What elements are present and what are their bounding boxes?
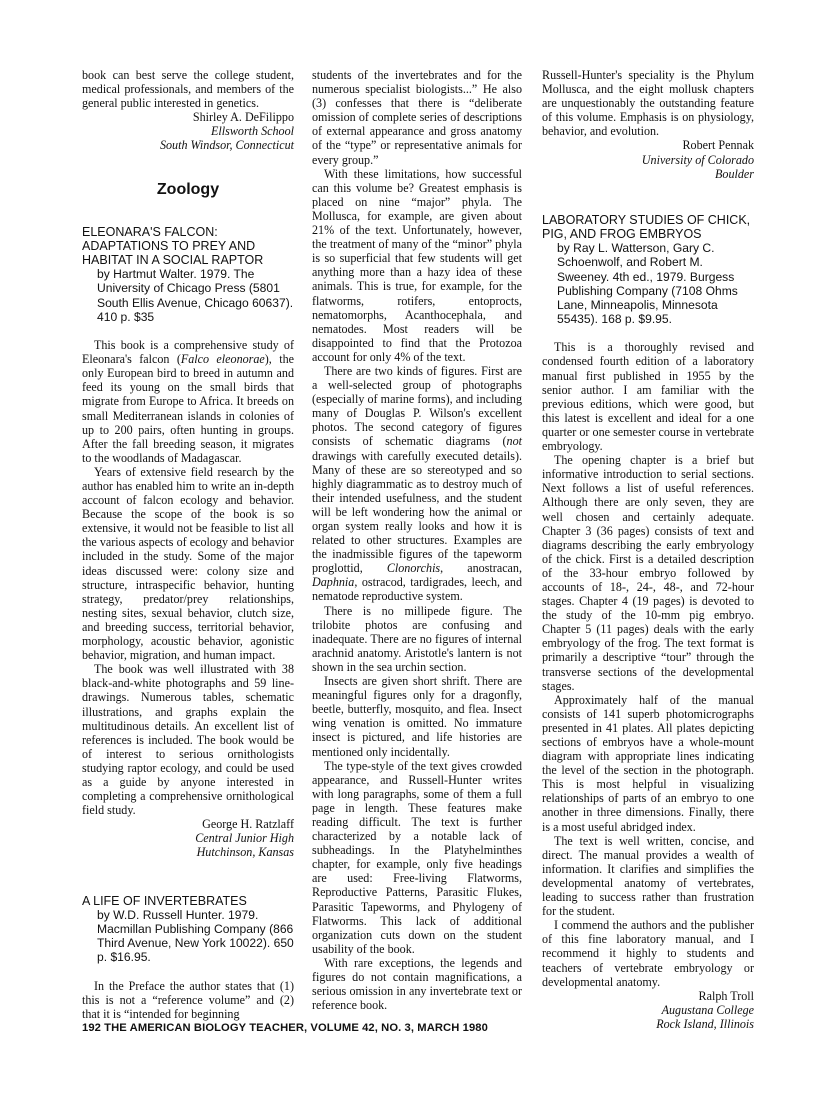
reviewer-signature — [542, 989, 754, 1031]
reviewer-signature — [542, 138, 754, 180]
review-paragraph: Approximately half of the manual consists of 141 superb photomicrographs presented in 41 plates. All plates depicting sections of embryos have a whole-mount diagram with appropriate lines indicating the level of the section in the photograph. This is most helpful in visualizing relationships of parts of an embryo to one another in three dimensions. Finally, there is a most useful abridged index. — [542, 692, 754, 834]
book-title: ELEONARA'S FALCON: ADAPTATIONS TO PREY AND HABITAT IN A SOCIAL RAPTOR — [82, 224, 264, 268]
book-title: LABORATORY STUDIES OF CHICK, PIG, AND FROG EMBRYOS — [542, 212, 751, 241]
reviewer-signature — [82, 110, 294, 152]
review-paragraph: I commend the authors and the publisher of this fine laboratory manual, and I recommend it highly to students and teachers of vertebrate embryology or developmental anatomy. — [542, 918, 754, 989]
review-paragraph: There are two kinds of figures. First are a well-selected group of photographs (especially of marine forms), and including many of Douglas P. Wilson's excellent photos. The second category of figures consists of schematic diagrams (not drawings with carefully executed details). Many of these are so stereotyped and so highly diagrammatic as to destroy much of their intended usefulness, and the student will be left wondering how the animal or organ system really looks and how it is related to other structures. Examples are the inadmissible figures of the tapeworm proglottid, Clonorchis, anostracan, Daphnia, ostracod, tardigrades, leech, and nematode reproductive system. — [312, 363, 522, 604]
reviewer-location: Rock Island, Illinois — [656, 1016, 754, 1031]
book-title: A LIFE OF INVERTEBRATES — [82, 893, 247, 908]
reviewer-name: Robert Pennak — [682, 138, 754, 153]
reviewer-affiliation: Augustana College — [661, 1002, 754, 1017]
book-citation: by W.D. Russell Hunter. 1979. Macmillan Publishing Company (866 Third Avenue, New York 10022). 650 p. $16.95. — [97, 907, 294, 965]
review-paragraph: The book was well illustrated with 38 black-and-white photographs and 59 line-drawings. Numerous tables, schematic illustrations, and graphs explain the multitudinous details. An excellent list of references is included. The book would be of interest to serious ornithologists studying raptor ecology, and could be used as a guide by anyone interested in completing a comprehensive ornithological field study. — [82, 662, 294, 818]
reviewer-affiliation: University of Colorado — [641, 152, 754, 167]
page-footer: 192 THE AMERICAN BIOLOGY TEACHER, VOLUME 42, NO. 3, MARCH 1980 — [82, 1022, 488, 1034]
carryover-paragraph: book can best serve the college student, medical professionals, and members of the general public interested in genetics. — [82, 68, 294, 111]
reviewer-name: George H. Ratzlaff — [202, 817, 294, 832]
review-paragraph: This is a thoroughly revised and condensed fourth edition of a laboratory manual first published in 1955 by the senior author. I am familiar with the previous editions, which were good, but this latest is excellent and ideal for a one quarter or one semester course in vertebrate embryology. — [542, 340, 754, 454]
reviewer-location: South Windsor, Connecticut — [159, 138, 294, 153]
reviewer-name: Shirley A. DeFilippo — [192, 110, 294, 125]
review-paragraph: The type-style of the text gives crowded appearance, and Russell-Hunter writes with long paragraphs, some of them a full page in length. These features make reading difficult. The text is further characterized by a notable lack of subheadings. In the Platyhelminthes chapter, for example, only five headings are used: Free-living Flatworms, Reproductive Patterns, Parasitic Flukes, Parasitic Tapeworms, and Phylogeny of Flatworms. This lack of additional organization cuts down on the student usability of the book. — [312, 758, 522, 956]
reviewer-location: Boulder — [715, 166, 754, 181]
review-paragraph: In the Preface the author states that (1) this is not a “reference volume” and (2) that it is “intended for beginning — [82, 978, 294, 1021]
review-paragraph: This book is a comprehensive study of Eleonara's falcon (Falco eleonorae), the only European bird to breed in autumn and feed its young on the small birds that migrate from Europe to Africa. It breeds on small Mediterranean islands in colonies of up to 200 pairs, often hunting in groups. After the fall breeding season, it migrates to the woodlands of Madagascar. — [82, 338, 294, 465]
review-paragraph: The text is well written, concise, and direct. The manual provides a wealth of information. It clarifies and simplifies the developmental anatomy of vertebrates, leading to success rather than frustration for the student. — [542, 833, 754, 919]
book-citation: by Hartmut Walter. 1979. The University of Chicago Press (5801 South Ellis Avenue, Chicago 60637). 410 p. $35 — [97, 267, 294, 324]
reviewer-affiliation: Ellsworth School — [211, 124, 294, 139]
review-paragraph: The opening chapter is a brief but informative introduction to serial sections. Next follows a list of useful references. Although there are only seven, they are well chosen and certainly adequate. Chapter 3 (36 pages) consists of text and diagrams describing the early embryology of the chick. First is a detailed description of the 33-hour embryo followed by accounts of 18-, 24-, 48-, and 72-hour stages. Chapter 4 (19 pages) is devoted to the study of the 10-mm pig embryo. Chapter 5 (11 pages) deals with the early embryology of the frog. The text format is primarily a descriptive “tour” through the transverse sections of the developmental stages. — [542, 453, 754, 693]
reviewer-name: Ralph Troll — [698, 988, 754, 1003]
review-paragraph: Years of extensive field research by the author has enabled him to write an in-depth account of falcon ecology and behavior. Because the scope of the book is so extensive, it would not be feasible to list all the various aspects of ecology and behavior included in the study. Some of the major ideas discussed were: colony size and structure, intraspecific behavior, hunting strategy, predator/prey relationships, nesting sites, sexual behavior, clutch size, and breeding success, territorial behavior, morphology, acoustic behavior, agonistic behavior, migration, and human impact. — [82, 464, 294, 663]
reviewer-affiliation: Central Junior High — [195, 831, 294, 846]
review-paragraph: students of the invertebrates and for the numerous specialist biologists...” He also (3) confesses that there is “deliberate omission of complete series of descriptions of external appearance and gross anatomy of the “type” or representative animals for every group.” — [312, 68, 522, 167]
reviewer-location: Hutchinson, Kansas — [196, 845, 294, 860]
review-paragraph: There is no millipede figure. The trilobite photos are confusing and inadequate. There are no figures of internal arachnid anatomy. Aristotle's lantern is not shown in the sea urchin section. — [312, 603, 522, 674]
column-1 — [82, 68, 294, 1021]
book-citation: by Ray L. Watterson, Gary C. Schoenwolf, and Robert M. Sweeney. 4th ed., 1979. Burgess Publishing Company (7108 Ohms Lane, Minneapolis, Minnesota 55435). 168 p. $9.95. — [557, 241, 738, 327]
review-paragraph: With rare exceptions, the legends and figures do not contain magnifications, a serious omission in any invertebrate text or reference book. — [312, 955, 522, 1013]
section-heading: Zoology — [156, 180, 220, 198]
review-paragraph: Insects are given short shrift. There are meaningful figures only for a dragonfly, beetle, butterfly, mosquito, and flea. Insect wing venation is omitted. No immature insect is pictured, and life histories are mentioned only incidentally. — [312, 674, 522, 759]
reviewer-signature — [82, 817, 294, 859]
column-3 — [542, 68, 754, 1031]
review-paragraph: With these limitations, how successful can this volume be? Greatest emphasis is placed on nine “major” phyla. The Mollusca, for example, are given about 21% of the text. Unfortunately, however, the treatment of many of the “minor” phyla is so superficial that few students will get anything more than a hazy idea of these animals. This is true, for example, for the flatworms, rotifers, entoprocts, nematomorphs, Acanthocephala, and nematodes. Most readers will be disappointed to find that the Protozoa account for only 4% of the text. — [312, 166, 522, 364]
column-2 — [312, 68, 522, 1012]
review-paragraph: Russell-Hunter's speciality is the Phylum Mollusca, and the eight mollusk chapters are unquestionably the outstanding feature of this volume. Emphasis is on physiology, behavior, and evolution. — [542, 68, 754, 139]
